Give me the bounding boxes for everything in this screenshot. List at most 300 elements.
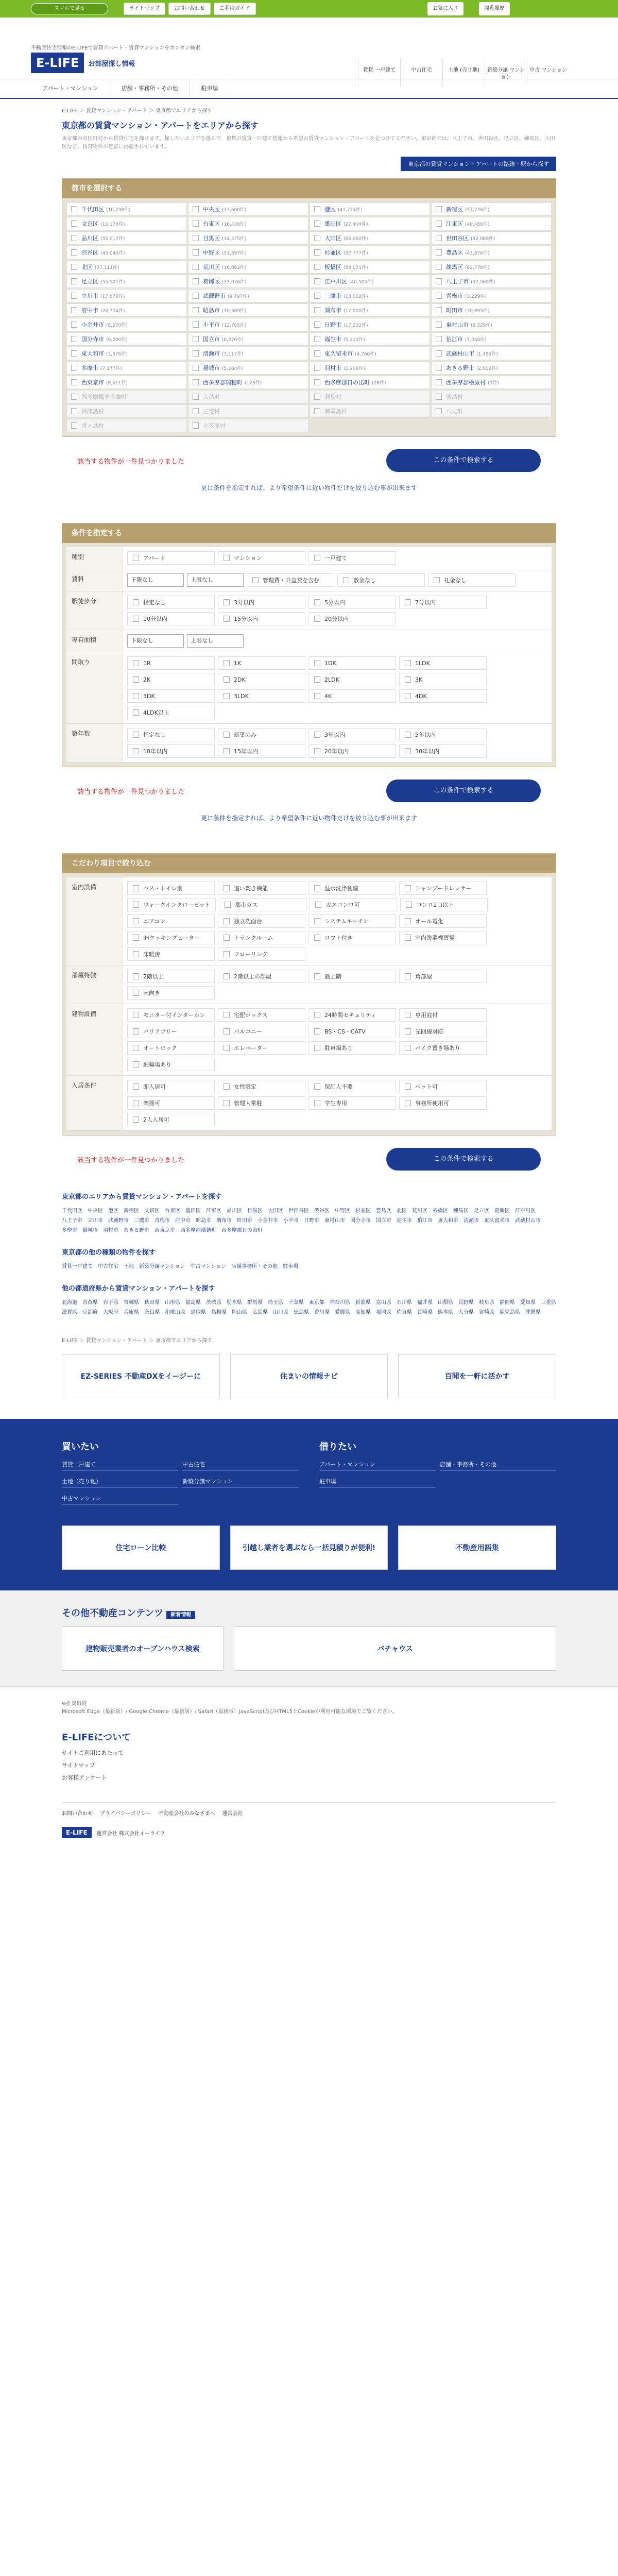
banner[interactable]: 引越し業者を選ぶなら一括見積りが便利! — [230, 1526, 388, 1570]
filter-option[interactable] — [127, 931, 215, 944]
checkbox[interactable] — [224, 1028, 230, 1035]
select-box[interactable]: 上限なし — [187, 634, 244, 648]
filter-option[interactable] — [399, 1041, 487, 1055]
filter-option[interactable] — [337, 573, 425, 587]
filter-option[interactable] — [308, 1041, 396, 1055]
text-link[interactable]: 三重県 — [541, 1300, 556, 1306]
text-link[interactable]: 賃貸一戸建て — [62, 1458, 178, 1471]
filter-option[interactable] — [399, 970, 487, 983]
text-link[interactable]: 昭島市 — [196, 1218, 211, 1224]
checkbox[interactable] — [252, 577, 259, 583]
text-link[interactable]: 中央区 — [88, 1208, 103, 1214]
checkbox[interactable] — [314, 885, 320, 891]
ward-name[interactable]: 青梅市 — [446, 293, 463, 299]
text-link[interactable]: 千葉県 — [288, 1300, 304, 1306]
text-link[interactable]: 土地 — [124, 1264, 134, 1269]
ward-name[interactable]: 国分寺市 — [81, 336, 104, 343]
filter-option[interactable] — [308, 673, 396, 686]
ward-option[interactable] — [310, 332, 430, 346]
checkbox[interactable] — [133, 1028, 139, 1035]
text-link[interactable]: 山口県 — [273, 1310, 288, 1315]
ward-option[interactable] — [66, 260, 187, 274]
filter-option[interactable] — [308, 931, 396, 944]
text-link[interactable]: 青梅市 — [154, 1218, 170, 1224]
ward-option[interactable] — [310, 289, 430, 302]
ward-name[interactable]: 八王子市 — [446, 278, 469, 285]
text-link[interactable]: サイトマップ — [62, 1762, 95, 1769]
text-link[interactable]: 静岡県 — [500, 1300, 515, 1306]
checkbox[interactable] — [224, 935, 230, 941]
ward-option[interactable] — [431, 376, 552, 389]
mnav-item[interactable]: 駐車場 — [190, 79, 230, 98]
text-link[interactable]: 愛知県 — [520, 1300, 536, 1306]
checkbox[interactable] — [314, 918, 320, 924]
filter-option[interactable] — [218, 970, 305, 983]
ward-name[interactable]: 昭島市 — [203, 307, 220, 314]
checkbox[interactable] — [405, 935, 411, 941]
strip-link[interactable]: ご利用ガイド — [214, 3, 256, 15]
ward-option[interactable] — [310, 231, 430, 245]
filter-option[interactable] — [218, 1080, 305, 1093]
search-button[interactable]: この条件で検索する — [386, 779, 541, 802]
ward-option[interactable] — [188, 217, 308, 230]
ward-name[interactable]: 葛飾区 — [203, 278, 220, 285]
ward-name[interactable]: 小金井市 — [81, 321, 104, 328]
checkbox[interactable] — [314, 748, 320, 754]
checkbox[interactable] — [133, 973, 139, 979]
filter-option[interactable] — [308, 689, 396, 703]
text-link[interactable]: 長崎県 — [417, 1310, 433, 1315]
checkbox[interactable] — [193, 264, 199, 270]
checkbox[interactable] — [405, 1083, 411, 1090]
gnav-item[interactable]: 賃貸 一戸建て — [358, 58, 400, 87]
favorite-button[interactable]: お気に入り — [427, 2, 464, 15]
filter-option[interactable] — [218, 551, 305, 565]
text-link[interactable]: 稲城市 — [82, 1228, 98, 1233]
checkbox[interactable] — [133, 676, 139, 683]
filter-option[interactable] — [399, 1008, 487, 1022]
text-link[interactable]: 埼玉県 — [268, 1300, 283, 1306]
filter-option[interactable] — [127, 551, 215, 565]
ward-name[interactable]: 町田市 — [446, 307, 463, 314]
text-link[interactable]: 渋谷区 — [314, 1208, 330, 1214]
ward-option[interactable] — [431, 202, 552, 216]
text-link[interactable]: 岡山県 — [232, 1310, 247, 1315]
filter-option[interactable] — [127, 596, 215, 609]
checkbox[interactable] — [224, 918, 230, 924]
text-link[interactable]: 清瀬市 — [464, 1218, 479, 1224]
banner[interactable]: 住まいの情報ナビ — [230, 1354, 388, 1398]
ward-option[interactable] — [310, 260, 430, 274]
checkbox[interactable] — [193, 235, 199, 241]
ward-name[interactable]: 足立区 — [81, 278, 98, 285]
filter-option[interactable] — [218, 931, 305, 944]
text-link[interactable]: 千代田区 — [62, 1208, 82, 1214]
checkbox[interactable] — [193, 307, 199, 313]
ward-option[interactable] — [66, 231, 187, 245]
text-link[interactable]: 大田区 — [268, 1208, 283, 1214]
filter-option[interactable] — [127, 1008, 215, 1022]
text-link[interactable]: 店舗・事務所・その他 — [440, 1458, 556, 1471]
ward-option[interactable] — [310, 217, 430, 230]
filter-option[interactable] — [308, 551, 396, 565]
filter-option[interactable] — [399, 882, 487, 895]
gnav-item[interactable]: 中古 マンション — [527, 58, 569, 87]
ward-option[interactable] — [310, 347, 430, 360]
text-link[interactable]: プライバシーポリシー — [100, 1811, 151, 1817]
text-link[interactable]: 福島県 — [185, 1300, 201, 1306]
mnav-item[interactable]: アパート・マンション — [31, 79, 110, 98]
checkbox[interactable] — [133, 1100, 139, 1106]
checkbox[interactable] — [133, 902, 139, 908]
ward-name[interactable]: 新宿区 — [446, 206, 463, 213]
filter-option[interactable] — [308, 1008, 396, 1022]
text-link[interactable]: 大阪府 — [103, 1310, 118, 1315]
text-link[interactable]: 東京都 — [309, 1300, 324, 1306]
checkbox[interactable] — [71, 206, 77, 212]
filter-option[interactable] — [218, 882, 305, 895]
filter-option[interactable] — [399, 1025, 487, 1038]
filter-option[interactable] — [308, 728, 396, 741]
filter-option[interactable] — [127, 1025, 215, 1038]
text-link[interactable]: あきる野市 — [124, 1228, 149, 1233]
checkbox[interactable] — [71, 350, 77, 357]
checkbox[interactable] — [224, 748, 230, 754]
ward-option[interactable] — [431, 303, 552, 317]
banner[interactable]: 建物販売業者のオープンハウス検索 — [62, 1626, 224, 1671]
checkbox[interactable] — [314, 1045, 320, 1051]
checkbox[interactable] — [405, 660, 411, 666]
ward-name[interactable]: 中野区 — [203, 249, 220, 256]
ward-name[interactable]: 千代田区 — [81, 206, 104, 213]
select-box[interactable]: 上限なし — [187, 573, 244, 587]
select-box[interactable]: 下限なし — [127, 573, 184, 587]
ward-option[interactable] — [310, 376, 430, 389]
ward-option[interactable] — [431, 217, 552, 230]
text-link[interactable]: 目黒区 — [247, 1208, 263, 1214]
text-link[interactable]: お問い合わせ — [62, 1811, 93, 1817]
ward-name[interactable]: 清瀬市 — [203, 350, 220, 357]
sp-button[interactable]: スマホで見る — [31, 3, 108, 14]
text-link[interactable]: 奈良県 — [144, 1310, 160, 1315]
checkbox[interactable] — [405, 1100, 411, 1106]
text-link[interactable]: 鳥取県 — [191, 1310, 206, 1315]
ward-option[interactable] — [431, 332, 552, 346]
checkbox[interactable] — [314, 350, 320, 357]
text-link[interactable]: 富山県 — [376, 1300, 391, 1306]
checkbox[interactable] — [224, 885, 230, 891]
checkbox[interactable] — [436, 206, 442, 212]
filter-option[interactable] — [127, 882, 215, 895]
text-link[interactable]: 杉並区 — [355, 1208, 371, 1214]
ward-option[interactable] — [188, 361, 308, 375]
checkbox[interactable] — [224, 1045, 230, 1051]
checkbox[interactable] — [405, 973, 411, 979]
ward-name[interactable]: 日野市 — [324, 321, 341, 328]
filter-option[interactable] — [308, 596, 396, 609]
checkbox[interactable] — [405, 885, 411, 891]
checkbox[interactable] — [133, 1083, 139, 1090]
text-link[interactable]: 小平市 — [283, 1218, 299, 1224]
banner[interactable]: EZ-SERIES 不動産DXをイージーに — [62, 1354, 220, 1398]
ward-option[interactable] — [188, 347, 308, 360]
ward-name[interactable]: 西多摩郡瑞穂町 — [203, 379, 243, 386]
filter-option[interactable] — [127, 728, 215, 741]
text-link[interactable]: 品川区 — [227, 1208, 242, 1214]
banner[interactable]: 不動産用語集 — [398, 1526, 556, 1570]
ward-option[interactable] — [310, 275, 430, 288]
ward-name[interactable]: 多摩市 — [81, 365, 98, 371]
filter-option[interactable] — [247, 573, 334, 587]
checkbox[interactable] — [193, 350, 199, 357]
text-link[interactable]: 国立市 — [376, 1218, 391, 1224]
checkbox[interactable] — [193, 336, 199, 342]
checkbox[interactable] — [314, 973, 320, 979]
text-link[interactable]: 新築分譲マンション — [182, 1475, 299, 1488]
filter-option[interactable] — [308, 882, 396, 895]
filter-option[interactable] — [310, 898, 397, 911]
text-link[interactable]: 東村山市 — [324, 1218, 345, 1224]
filter-option[interactable] — [218, 744, 305, 758]
text-link[interactable]: 練馬区 — [453, 1208, 469, 1214]
ward-option[interactable] — [188, 260, 308, 274]
text-link[interactable]: 佐賀県 — [397, 1310, 412, 1315]
checkbox[interactable] — [133, 935, 139, 941]
filter-option[interactable] — [308, 612, 396, 625]
banner[interactable]: 百聞を一軒に活かす — [398, 1354, 556, 1398]
filter-option[interactable] — [127, 1080, 215, 1093]
filter-option[interactable] — [399, 689, 487, 703]
text-link[interactable]: 中古住宅 — [182, 1458, 299, 1471]
ward-option[interactable] — [66, 332, 187, 346]
checkbox[interactable] — [315, 902, 321, 908]
ward-option[interactable] — [66, 303, 187, 317]
text-link[interactable]: 滋賀県 — [62, 1310, 77, 1315]
filter-option[interactable] — [399, 931, 487, 944]
ward-name[interactable]: 江東区 — [446, 221, 463, 227]
checkbox[interactable] — [436, 307, 442, 313]
ward-name[interactable]: 武蔵野市 — [203, 293, 226, 299]
ward-option[interactable] — [310, 202, 430, 216]
filter-option[interactable] — [127, 970, 215, 983]
text-link[interactable]: 福岡県 — [376, 1310, 391, 1315]
ward-name[interactable]: 西多摩郡日の出町 — [324, 379, 370, 386]
checkbox[interactable] — [405, 748, 411, 754]
checkbox[interactable] — [436, 278, 442, 284]
checkbox[interactable] — [405, 1028, 411, 1035]
text-link[interactable]: 新宿区 — [124, 1208, 139, 1214]
checkbox[interactable] — [224, 616, 230, 622]
ward-option[interactable] — [310, 361, 430, 375]
text-link[interactable]: 豊島区 — [376, 1208, 391, 1214]
checkbox[interactable] — [436, 336, 442, 342]
text-link[interactable]: 三鷹市 — [134, 1218, 149, 1224]
text-link[interactable]: 墨田区 — [185, 1208, 201, 1214]
filter-option[interactable] — [428, 573, 516, 587]
ward-option[interactable] — [188, 289, 308, 302]
filter-option[interactable] — [399, 596, 487, 609]
checkbox[interactable] — [314, 307, 320, 313]
checkbox[interactable] — [314, 1100, 320, 1106]
ward-option[interactable] — [188, 275, 308, 288]
checkbox[interactable] — [133, 748, 139, 754]
ward-option[interactable] — [431, 231, 552, 245]
checkbox[interactable] — [314, 555, 320, 561]
banner[interactable]: 住宅ローン比較 — [62, 1526, 220, 1570]
checkbox[interactable] — [314, 660, 320, 666]
checkbox[interactable] — [343, 577, 349, 583]
ward-name[interactable]: 福生市 — [324, 336, 341, 343]
ward-name[interactable]: 文京区 — [81, 221, 98, 227]
checkbox[interactable] — [133, 732, 139, 738]
text-link[interactable]: アパート・マンション — [319, 1458, 436, 1471]
checkbox[interactable] — [405, 1045, 411, 1051]
checkbox[interactable] — [436, 293, 442, 299]
history-button[interactable]: 閲覧履歴 — [479, 2, 510, 15]
checkbox[interactable] — [225, 902, 231, 908]
checkbox[interactable] — [71, 221, 77, 227]
filter-option[interactable] — [127, 947, 215, 961]
filter-option[interactable] — [218, 1041, 305, 1055]
text-link[interactable]: 兵庫県 — [124, 1310, 139, 1315]
text-link[interactable]: 高知県 — [355, 1310, 371, 1315]
ward-name[interactable]: 世田谷区 — [446, 235, 469, 242]
text-link[interactable]: 新潟県 — [355, 1300, 371, 1306]
text-link[interactable]: 鹿児島県 — [500, 1310, 520, 1315]
gnav-item[interactable]: 土地 (売り地) — [442, 58, 485, 87]
text-link[interactable]: 運営会社 — [222, 1811, 243, 1817]
checkbox[interactable] — [71, 278, 77, 284]
checkbox[interactable] — [224, 693, 230, 699]
checkbox[interactable] — [133, 918, 139, 924]
filter-option[interactable] — [127, 986, 215, 999]
ward-name[interactable]: 西東京市 — [81, 379, 104, 386]
text-link[interactable]: 群馬県 — [247, 1300, 263, 1306]
checkbox[interactable] — [314, 278, 320, 284]
text-link[interactable]: 中野区 — [335, 1208, 350, 1214]
select-box[interactable]: 下限なし — [127, 634, 184, 648]
text-link[interactable]: 東久留米市 — [484, 1218, 510, 1224]
checkbox[interactable] — [224, 732, 230, 738]
logo[interactable] — [31, 53, 135, 73]
filter-option[interactable] — [308, 1096, 396, 1110]
ward-name[interactable]: 港区 — [324, 206, 336, 213]
ward-option[interactable] — [66, 275, 187, 288]
gnav-item[interactable]: 中古住宅 — [400, 58, 442, 87]
checkbox[interactable] — [314, 379, 320, 385]
text-link[interactable]: 荒川区 — [412, 1208, 427, 1214]
checkbox[interactable] — [314, 616, 320, 622]
filter-option[interactable] — [218, 1008, 305, 1022]
ward-option[interactable] — [188, 376, 308, 389]
ward-name[interactable]: 豊島区 — [446, 249, 463, 256]
text-link[interactable]: 山形県 — [165, 1300, 180, 1306]
text-link[interactable]: 町田市 — [237, 1218, 252, 1224]
checkbox[interactable] — [133, 951, 139, 957]
checkbox[interactable] — [314, 1012, 320, 1018]
strip-link[interactable]: サイトマップ — [124, 3, 165, 15]
text-link[interactable]: 京都府 — [82, 1310, 98, 1315]
text-link[interactable]: 西多摩郡瑞穂町 — [180, 1228, 216, 1233]
checkbox[interactable] — [224, 1012, 230, 1018]
ward-name[interactable]: 狛江市 — [446, 336, 463, 343]
checkbox[interactable] — [405, 918, 411, 924]
filter-option[interactable] — [127, 1041, 215, 1055]
text-link[interactable]: 足立区 — [474, 1208, 489, 1214]
text-link[interactable]: 秋田県 — [144, 1300, 160, 1306]
search-button[interactable]: この条件で検索する — [386, 1148, 541, 1171]
filter-option[interactable] — [218, 596, 305, 609]
checkbox[interactable] — [314, 1083, 320, 1090]
text-link[interactable]: 青森県 — [82, 1300, 98, 1306]
text-link[interactable]: 台東区 — [165, 1208, 180, 1214]
ward-name[interactable]: 武蔵村山市 — [446, 350, 474, 357]
checkbox[interactable] — [71, 379, 77, 385]
area-link-button[interactable]: 東京都の賃貸マンション・アパートの路線・駅から探す — [401, 157, 556, 171]
filter-option[interactable] — [399, 728, 487, 741]
checkbox[interactable] — [71, 293, 77, 299]
ward-name[interactable]: 国立市 — [203, 336, 220, 343]
text-link[interactable]: 宮崎県 — [479, 1310, 494, 1315]
filter-option[interactable] — [218, 1025, 305, 1038]
ward-name[interactable]: 調布市 — [324, 307, 341, 314]
ward-name[interactable]: 西多摩郡檜原村 — [446, 379, 486, 386]
ward-option[interactable] — [431, 246, 552, 259]
filter-option[interactable] — [127, 744, 215, 758]
checkbox[interactable] — [405, 732, 411, 738]
checkbox[interactable] — [405, 693, 411, 699]
checkbox[interactable] — [133, 1012, 139, 1018]
ward-name[interactable]: 荒川区 — [203, 264, 220, 270]
text-link[interactable]: 宮城県 — [124, 1300, 139, 1306]
ward-option[interactable] — [188, 303, 308, 317]
text-link[interactable]: 中古マンション — [62, 1492, 178, 1505]
text-link[interactable]: お客様アンケート — [62, 1774, 107, 1781]
text-link[interactable]: 熊本県 — [438, 1310, 453, 1315]
checkbox[interactable] — [436, 365, 442, 371]
text-link[interactable]: 東大和市 — [438, 1218, 458, 1224]
search-button[interactable]: この条件で検索する — [386, 449, 541, 472]
checkbox[interactable] — [133, 693, 139, 699]
checkbox[interactable] — [193, 321, 199, 328]
checkbox[interactable] — [224, 676, 230, 683]
filter-option[interactable] — [218, 612, 305, 625]
text-link[interactable]: 不動産会社のみなさまへ — [158, 1811, 215, 1817]
ward-name[interactable]: 中央区 — [203, 206, 220, 213]
checkbox[interactable] — [314, 693, 320, 699]
ward-name[interactable]: 江戸川区 — [324, 278, 347, 285]
checkbox[interactable] — [224, 599, 230, 605]
checkbox[interactable] — [71, 249, 77, 256]
text-link[interactable]: 島根県 — [211, 1310, 227, 1315]
text-link[interactable]: 大分県 — [458, 1310, 474, 1315]
checkbox[interactable] — [314, 935, 320, 941]
ward-option[interactable] — [431, 347, 552, 360]
text-link[interactable]: 北海道 — [62, 1300, 77, 1306]
filter-option[interactable] — [218, 673, 305, 686]
ward-option[interactable] — [431, 260, 552, 274]
text-link[interactable]: 石川県 — [397, 1300, 412, 1306]
checkbox[interactable] — [314, 599, 320, 605]
text-link[interactable]: 山梨県 — [438, 1300, 453, 1306]
filter-option[interactable] — [308, 744, 396, 758]
filter-option[interactable] — [399, 673, 487, 686]
filter-option[interactable] — [308, 970, 396, 983]
gnav-item[interactable]: 新築分譲 マンション — [485, 58, 527, 87]
ward-name[interactable]: 東村山市 — [446, 321, 469, 328]
text-link[interactable]: 新築分譲マンション — [139, 1264, 185, 1269]
text-link[interactable]: 徳島県 — [294, 1310, 309, 1315]
